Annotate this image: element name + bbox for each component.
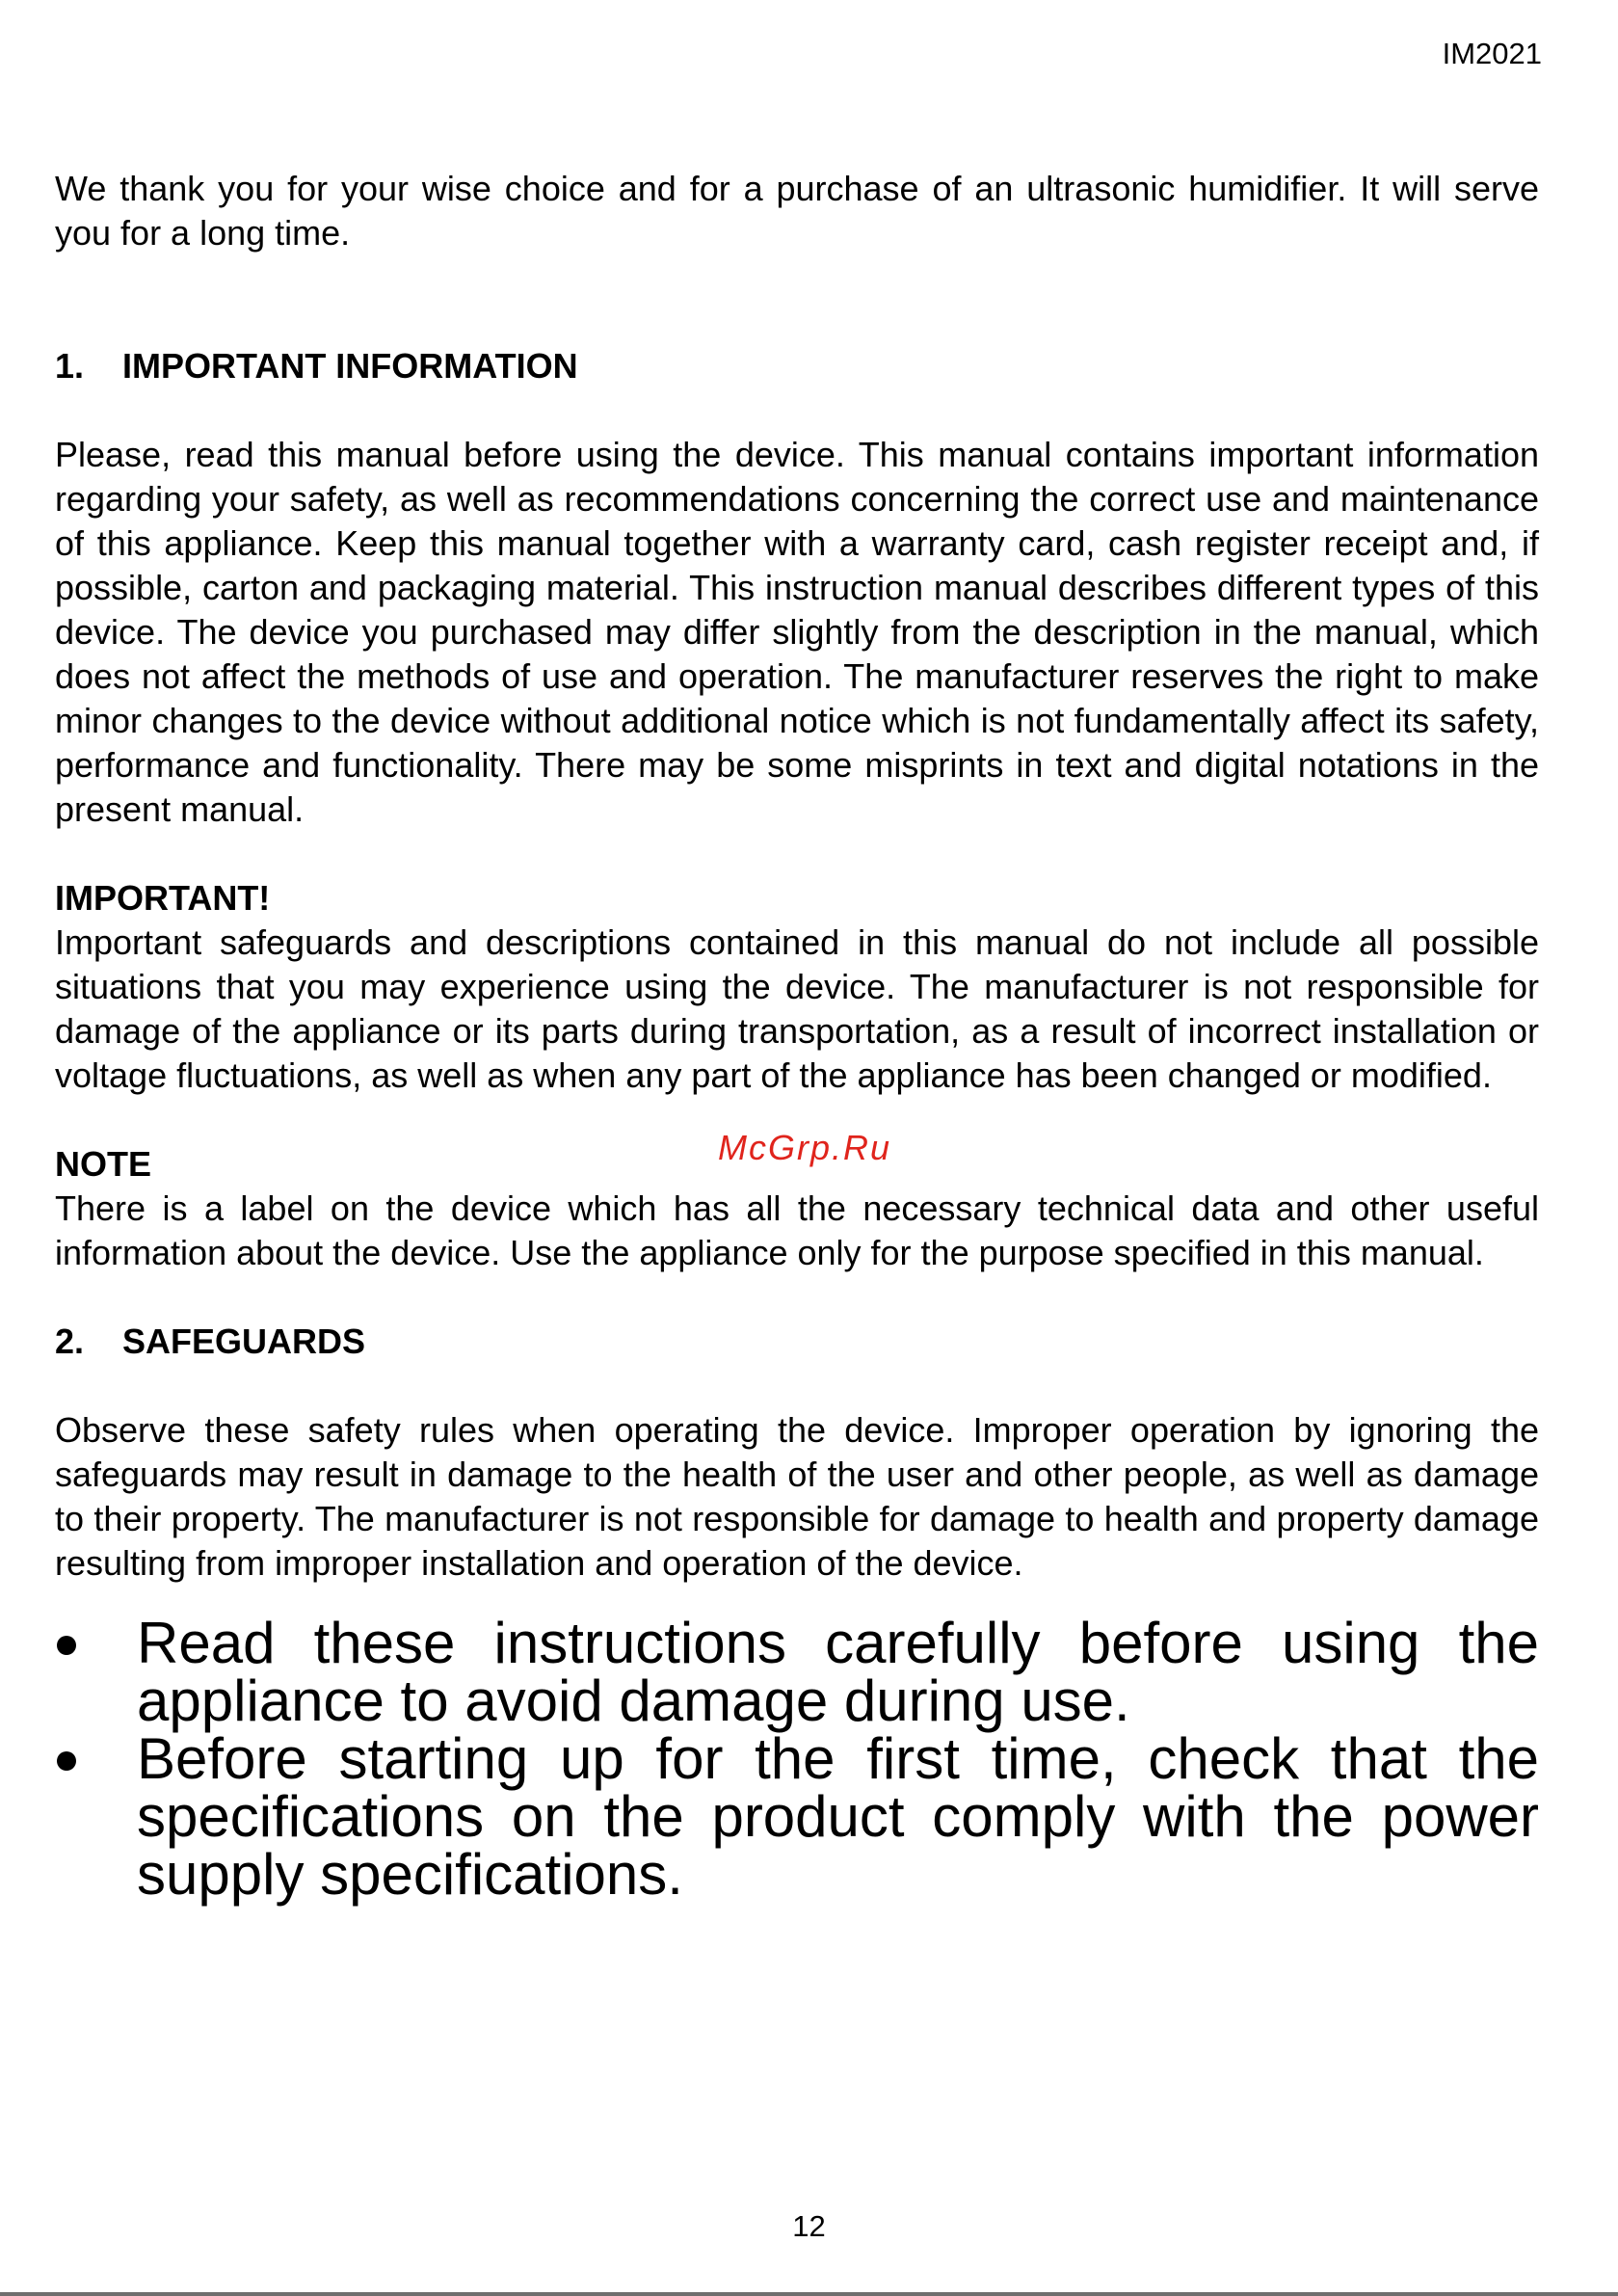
section-2-number: 2.: [55, 1322, 85, 1361]
bullet-text: Before starting up for the first time, check that the specifications on the product comply with the power supply specifications.: [137, 1726, 1539, 1907]
document-id: IM2021: [1442, 37, 1542, 70]
important-block: [55, 876, 1539, 1098]
page-number: 12: [792, 2209, 826, 2243]
bullet-item: [55, 1611, 1539, 1733]
bullet-item: [55, 1726, 1539, 1907]
bullet-dot-icon: [57, 1636, 76, 1655]
safeguards-bullet-list: [55, 1611, 1539, 1907]
section-2-paragraph: Observe these safety rules when operating the device. Improper operation by ignoring the safeguards may result in damage to the health of the user and other people, as well as damage to their property. The manufacturer is not responsible for damage to health and property damage resulting from improper installation and operation of the device.: [55, 1410, 1539, 1583]
section-2-heading: [55, 1320, 1539, 1364]
section-1-title: IMPORTANT INFORMATION: [122, 346, 578, 386]
section-1-paragraph: Please, read this manual before using the device. This manual contains important information regarding your safety, as well as recommendations concerning the correct use and maintenance of this appliance. Keep this manual together with a warranty card, cash register receipt and, if possible, carton and packaging material. This instruction manual describes different types of this device. The device you purchased may differ slightly from the description in the manual, which does not affect the methods of use and operation. The manufacturer reserves the right to make minor changes to the device without additional notice which is not fundamentally affect its safety, performance and functionality. There may be some misprints in text and digital notations in the present manual.: [55, 435, 1539, 829]
intro-paragraph: We thank you for your wise choice and for a purchase of an ultrasonic humidifier. It will serve you for a long time.: [55, 169, 1539, 253]
important-text: Important safeguards and descriptions contained in this manual do not include all possible situations that you may experience using the device. The manufacturer is not responsible for damage of the appliance or its parts during transportation, as a result of incorrect installation or voltage fluctuations, as well as when any part of the appliance has been changed or modified.: [55, 922, 1539, 1095]
bullet-dot-icon: [57, 1751, 76, 1771]
bullet-text: Read these instructions carefully before using the appliance to avoid damage during use.: [137, 1611, 1539, 1733]
section-2-title: SAFEGUARDS: [122, 1322, 366, 1361]
page-content: [55, 167, 1539, 1907]
note-text: There is a label on the device which has all the necessary technical data and other useful information about the device. Use the appliance only for the purpose specified in this manual.: [55, 1188, 1539, 1272]
watermark: McGrp.Ru: [718, 1128, 892, 1167]
section-1-number: 1.: [55, 346, 85, 386]
bottom-divider: [0, 2292, 1618, 2296]
section-1-heading: [55, 344, 1539, 388]
important-label: IMPORTANT!: [55, 878, 271, 918]
note-label: NOTE: [55, 1144, 152, 1184]
